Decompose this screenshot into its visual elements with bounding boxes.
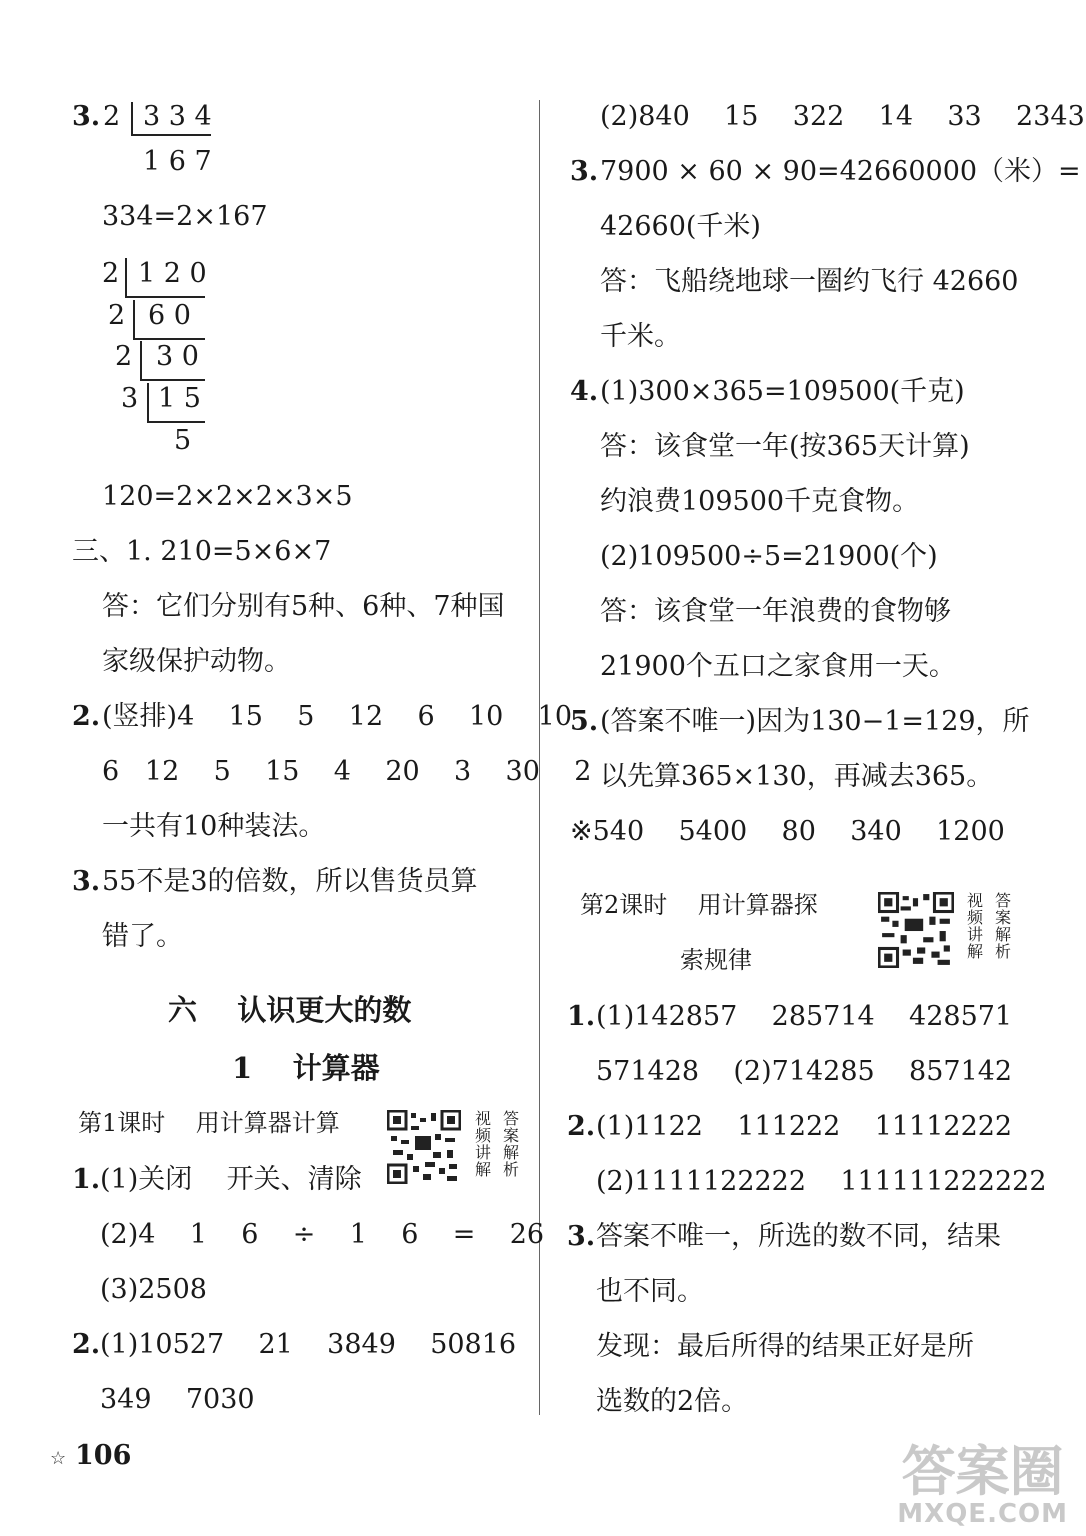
l2-q2-label: 2. (567, 1111, 596, 1142)
l2-q3-line-3: 发现：最后所得的结果正好是所 (596, 1331, 974, 1362)
s3-2-label: 2. (72, 701, 101, 732)
r3-answer-2: 千米。 (600, 321, 681, 352)
star-icon: ☆ (50, 1448, 67, 1469)
l2-q1-label: 1. (567, 1001, 596, 1032)
r4-line-2: (2)109500÷5=21900(个) (600, 541, 938, 572)
r-line-1: (2)840 15 322 14 33 2343 (600, 101, 1085, 132)
watermark (897, 1440, 1068, 1529)
l2-q3-line-1: 答案不唯一，所选的数不同，结果 (596, 1221, 1001, 1252)
chapter-title: 六 认识更大的数 (168, 993, 412, 1027)
qr-label-video-right: 视频讲解 (966, 891, 983, 961)
div2-bracket-1 (125, 258, 127, 296)
l2-q3-label: 3. (567, 1221, 596, 1252)
qr-label-answer-left: 答案解析 (502, 1109, 519, 1179)
div1-divisor: 2 (103, 101, 121, 132)
r4-answer-3: 答：该食堂一年浪费的食物够 (600, 596, 951, 627)
div2-dividend-3: 3 0 (156, 341, 199, 372)
r5-line-1: (答案不唯一)因为130−1=129，所 (600, 706, 1030, 737)
s3-3-line-2: 错了。 (102, 921, 183, 952)
l2-q1-line-1: (1)142857 285714 428571 (596, 1001, 1013, 1032)
r4-answer-2: 约浪费109500千克食物。 (600, 486, 920, 517)
div1-dividend: 3 3 4 (143, 101, 212, 132)
div2-bracket-3 (140, 341, 142, 379)
div2-dividend-1: 1 2 0 (138, 258, 207, 289)
qr-code-icon (878, 892, 954, 968)
lesson-2-title-b: 索规律 (680, 946, 752, 974)
watermark-url: MXQE.COM (897, 1499, 1068, 1529)
l1-q1-line-3: (3)2508 (100, 1274, 207, 1305)
r3-label: 3. (570, 156, 599, 187)
div2-divisor-4: 3 (121, 383, 139, 414)
r4-answer-4: 21900个五口之家食用一天。 (600, 651, 956, 682)
l2-q2-line-2: (2)1111122222 111111222222 (596, 1166, 1047, 1197)
div2-dividend-4: 1 5 (158, 383, 201, 414)
r4-label: 4. (570, 376, 599, 407)
s3-2-line-2: 6 12 5 15 4 20 3 30 2 (102, 756, 592, 787)
div2-divisor-3: 2 (115, 341, 133, 372)
r4-answer-1: 答：该食堂一年(按365天计算) (600, 431, 970, 462)
r5-line-2: 以先算365×130，再减去365。 (600, 761, 994, 792)
lesson-1-title: 第1课时 用计算器计算 (78, 1109, 340, 1137)
l2-q3-line-2: 也不同。 (596, 1276, 704, 1307)
l1-q1-line-2: (2)4 1 6 ÷ 1 6 = 26 (100, 1219, 545, 1250)
div1-quotient: 1 6 7 (143, 146, 212, 177)
watermark-logo: 答案圈 (901, 1440, 1064, 1503)
r5-label: 5. (570, 706, 599, 737)
div2-bracket-4 (147, 383, 149, 421)
s3-2-line-3: 一共有10种装法。 (102, 811, 326, 842)
l2-q1-line-2: 571428 (2)714285 857142 (596, 1056, 1013, 1087)
div1-bar (131, 134, 211, 136)
eq1: 334=2×167 (102, 201, 268, 232)
s3-1: 三、1. 210=5×6×7 (72, 536, 332, 567)
star-line: ※540 5400 80 340 1200 (570, 816, 1005, 847)
r4-line-1: (1)300×365=109500(千克) (600, 376, 965, 407)
s3-3-line-1: 55不是3的倍数，所以售货员算 (102, 866, 478, 897)
l2-q2-line-1: (1)1122 111222 11112222 (596, 1111, 1013, 1142)
l2-q3-line-4: 选数的2倍。 (596, 1386, 749, 1417)
l1-q1-line-1: (1)关闭 开关、清除 (100, 1164, 362, 1195)
r3-answer-1: 答：飞船绕地球一圈约飞行 42660 (600, 266, 1019, 297)
s3-1-answer-2: 家级保护动物。 (102, 646, 291, 677)
qr-code-left[interactable] (387, 1110, 461, 1184)
s3-1-answer-1: 答：它们分别有5种、6种、7种国 (102, 591, 505, 622)
div2-bar-1 (125, 296, 205, 298)
qr-code-right[interactable] (878, 892, 954, 968)
section-title: 1 计算器 (232, 1051, 380, 1085)
qr-label-answer-right: 答案解析 (994, 891, 1011, 961)
div2-divisor-1: 2 (102, 258, 120, 289)
div2-bar-3 (140, 379, 205, 381)
l1-q2-line-2: 349 7030 (100, 1384, 255, 1415)
qr-label-video-left: 视频讲解 (474, 1109, 491, 1179)
l1-q2-line-1: (1)10527 21 3849 50816 (100, 1329, 517, 1360)
eq2: 120=2×2×2×3×5 (102, 481, 353, 512)
div1-bracket (131, 102, 133, 134)
l1-q1-label: 1. (72, 1164, 101, 1195)
div2-final: 5 (174, 425, 192, 456)
div2-divisor-2: 2 (108, 300, 126, 331)
div2-bar-4 (147, 421, 205, 423)
page-number: 106 (75, 1440, 132, 1471)
div2-bracket-2 (133, 300, 135, 338)
q3-label: 3. (72, 101, 101, 132)
r3-line-1: 7900 × 60 × 90=42660000（米）= (600, 156, 1081, 187)
s3-3-label: 3. (72, 866, 101, 897)
div2-dividend-2: 6 0 (148, 300, 191, 331)
lesson-2-title-a: 第2课时 用计算器探 (580, 891, 818, 919)
l1-q2-label: 2. (72, 1329, 101, 1360)
s3-2-line-1: (竖排)4 15 5 12 6 10 10 (102, 701, 573, 732)
r3-line-2: 42660(千米) (600, 211, 761, 242)
qr-code-icon (387, 1110, 461, 1184)
